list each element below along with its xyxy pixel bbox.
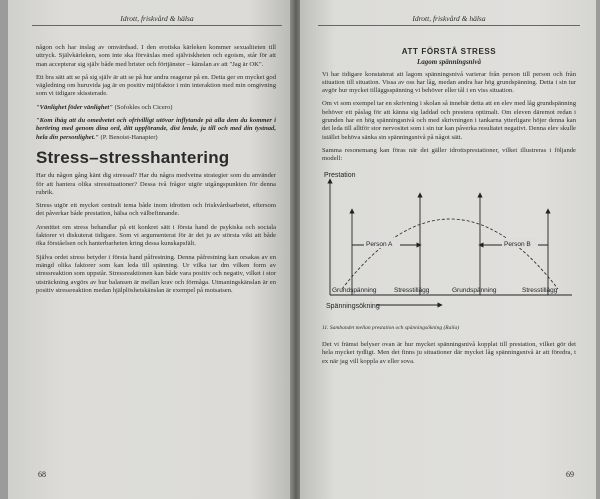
paragraph: Samma resonemang kan föras när det gäller idrottsprestationer, vilket illustreras i följande modell: (322, 146, 576, 163)
page-number: 68 (38, 470, 46, 479)
paragraph: Stress utgör ett mycket centralt tema både inom idrotten och friskvårdsarbetet, eftersom det påverkar både prestation, hälsa och välbefinnande. (36, 202, 276, 218)
base-label-2: Grundspänning (452, 286, 497, 294)
add-label-2: Stresstillägg (522, 286, 558, 294)
running-head: Idrott, friskvård & hälsa (32, 14, 282, 26)
paragraph: Avsnittet om stress behandlar på ett konkret sätt i första hand de psykiska och sociala faktorer vi diskuterat tidigare. Som vi argumenterat för är det ju av största vikt att både öka förståelsen och hanterbarheten kring dessa kunskapsfält. (36, 223, 276, 248)
performance-curve (342, 219, 558, 289)
section-heading: ATT FÖRSTÅ STRESS (401, 47, 497, 56)
subheading: Lagom spänningsnivå (417, 58, 481, 67)
running-head: Idrott, friskvård & hälsa (318, 14, 580, 26)
paragraph: Det vi främst belyser ovan är hur mycket spänningsnivå kopplat till prestation, vilket gör det hela mycket tydligt. Men det finns ju situationer där mycket låg spänningsnivå är att föredra, t ex när jag vill koppla av eller sova. (322, 341, 576, 365)
quote-text: "Vänlighet föder vänlighet" (36, 103, 113, 111)
section-heading: Stress–stresshantering (36, 147, 230, 167)
paragraph: Har du någon gång känt dig stressad? Har du några medvetna strategier som du använder för att hantera olika stressituationer? Dessa två frågor utgör utgångspunkten för denna rubrik. (36, 172, 276, 196)
paragraph: Vi har tidigare konstaterat att lagom spänningsnivå varierar från person till person och från situation till situation. Vissa av oss har låg, medan andra har hög grundspänning. Detta i sin tur avgör hur mycket tilläggsspänning vi behöver eller tål i en viss situation. (322, 70, 576, 95)
person-b-label: Person B (504, 240, 531, 248)
right-page-body (322, 48, 576, 371)
left-page-body (36, 44, 276, 300)
paragraph: någon och har inslag av omvärdsad. I den erotiska kärleken kommer sexualiteten till uttryck. Självkärleken, som inte ska förväxlas med själviskheten och egoism, står för att man accepterar sig själv både med brister och förtjänster – känslan av att "Jag är OK". (36, 44, 276, 68)
quote (36, 104, 276, 112)
add-label-1: Stresstillägg (394, 286, 430, 294)
right-page (300, 0, 596, 499)
figure-caption: 11. Sambandet mellan prestation och spänningsökning (Raila) (322, 324, 460, 331)
paragraph: Ett bra sätt att se på sig själv är att se på hur andra reagerar på en. Detta ger en mycket god vägledning om huruvida jag är en positiv mijöfaktor i min interaktion med min omgivning som vi tidigare skissterade. (36, 73, 276, 98)
stress-performance-diagram (322, 169, 576, 319)
x-axis-label: Spänningsökning (326, 302, 380, 310)
page-number: 69 (566, 470, 574, 479)
paragraph: Om vi som exempel tar en skrivning i skolan så innebär detta att en elev med låg grundspänning behöver ett påslag för att känna sig laddad och prestera optimalt. Om eleven däremot redan i grunden har en hög spänningsnivå och med skrivningen i tankarna ytterligare höjer denna kan det leda till alltför stor nervositet som i sin tur kan påverka resultatet negativt. Denna elev skulle istället behöva sänka sin spänningsnivå på något sätt. (322, 100, 576, 141)
quote-source: (P. Benoist-Hanapier) (98, 133, 158, 141)
quote-text: "Kom ihåg att du omedvetet och ofrivilligt utövar inflytande på alla dem du kommer i beröring med genom dina ord, ditt uppförande, dist lende, ja till och med din tystnad, hela din personlighet." (36, 117, 276, 141)
base-label-1: Grundspänning (332, 286, 377, 294)
quote-source: (Sofokles och Cicero) (112, 103, 173, 111)
left-page (8, 0, 292, 499)
quote (36, 117, 276, 142)
paragraph: Själva ordet stress betyder i första hand påfrestning. Denna påfrestning kan orsakas av en mängd olika faktorer som kan leda till spänning. Ur vilka tar dm vilken form av stressreaktion som uppstår. Stressreaktionen kan både vara positiv och negativ, vilket i stor utsträckning avgörs av hur balansen är mellan krav och förmåga. Utmaningskänslan är en positiv stressreaktion medan hjälplöshetskänslan är exempel på motsatsen. (36, 253, 276, 294)
y-axis-label: Prestation (324, 171, 356, 179)
person-a-label: Person A (366, 240, 393, 248)
